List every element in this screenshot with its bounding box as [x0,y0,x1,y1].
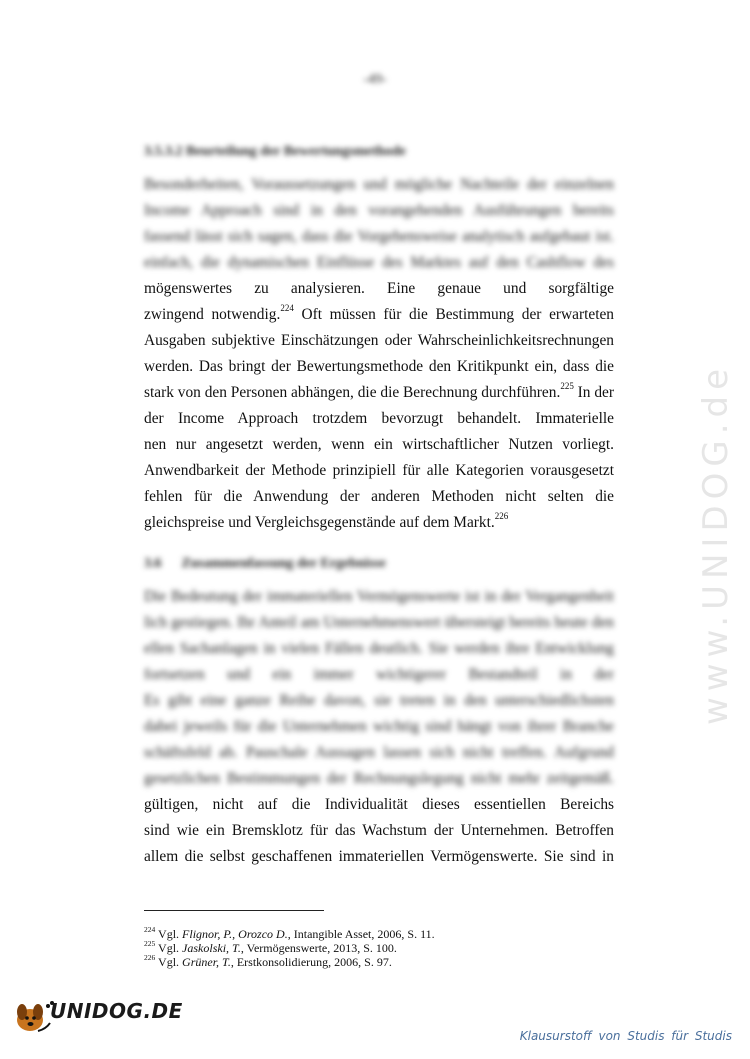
footnote-number: 225 [144,939,156,948]
line-text: mögenswertes zu analysieren. Eine genaue und sorgfältige [144,280,614,297]
footnote-ref[interactable]: 224 [280,302,294,313]
line-text: Income Approach sind in den vorangehenden Ausführungen bereits [144,202,614,219]
line-text: schäftsfeld ab. Pauschale Aussagen lassen sich nicht treffen. Aufgrund [144,744,614,761]
text-line [144,844,614,870]
line-text: Anwendbarkeit der Methode prinzipiell für alle Kategorien vorausgesetzt [144,462,614,479]
footnote-ref[interactable]: 225 [560,380,574,391]
footnote-225 [144,941,435,955]
line-text: ellen Sachanlagen in vielen Fällen deutlich. Sie werden ihre Entwicklung [144,640,614,657]
footnote-ref[interactable]: 226 [494,510,509,521]
text-line [144,662,614,688]
line-text: einfach, die dynamischen Einflüsse des Marktes auf den Cashflow des [144,254,614,271]
line-text: Es gibt eine ganze Reihe davon, sie treten in den unterschiedlichsten [144,692,614,709]
line-text: zwingend notwendig. [144,306,281,323]
text-line [144,610,614,636]
line-text: nen nur angesetzt werden, wenn ein wirtschaftlicher Nutzen vorliegt. [144,436,614,453]
text-line [144,510,614,536]
footnote-source: , Intangible Asset, 2006, S. 11. [287,927,435,941]
line-text: fassend lässt sich sagen, dass die Vorgehensweise analytisch aufgebaut ist. [144,228,614,245]
text-line [144,172,614,198]
footnote-author: Grüner, T. [182,955,231,969]
text-line [144,432,614,458]
footnotes [144,927,435,969]
footnote-author: Flignor, P., Orozco D. [182,927,288,941]
text-line [144,276,614,302]
section-title: Zusammenfassung der Ergebnisse [181,556,386,571]
section-heading-3-6 [144,556,386,572]
text-line [144,584,614,610]
footnote-number: 226 [144,953,156,962]
line-text: der Income Approach trotzdem bevorzugt behandelt. Immaterielle [144,410,614,427]
text-line [144,354,614,380]
footnote-number: 224 [144,925,156,934]
footnote-author: Jaskolski, T. [182,941,241,955]
text-line [144,250,614,276]
text-line [144,198,614,224]
line-text: fortsetzen und ein immer wichtigerer Bestandteil in der [144,666,614,683]
text-line [144,484,614,510]
line-text: Besonderheiten, Voraussetzungen und mögliche Nachteile der einzelnen [144,176,614,193]
line-text: werden. Das bringt der Bewertungsmethode den Kritikpunkt ein, dass die [144,358,614,375]
footnote-224 [144,927,435,941]
footnote-separator [144,910,324,911]
logo-text: UNIDOG.DE [50,999,183,1023]
section-number: 3.6 [144,556,162,571]
section-heading-3-5-3-2: 3.5.3.2 Beurteilung der Bewertungsmethode [144,144,406,159]
line-text: fehlen für die Anwendung der anderen Methoden nicht selten die [144,488,614,505]
text-line [144,714,614,740]
line-text: gültigen, nicht auf die Individualität dieses essentiellen Bereichs [144,796,614,813]
text-line [144,766,614,792]
line-text: lich gestiegen. Ihr Anteil am Unternehmenswert übersteigt bereits heute den [144,614,614,631]
line-text-after: Oft müssen für die Bestimmung der erwarteten [301,306,614,323]
text-line [144,688,614,714]
footnote-source: , Vermögenswerte, 2013, S. 100. [240,941,397,955]
text-line [144,406,614,432]
line-text-after: In der [577,384,614,401]
line-text: sind wie ein Bremsklotz für das Wachstum der Unternehmen. Betroffen [144,822,614,839]
paragraph-summary [144,584,614,870]
line-text: Ausgaben subjektive Einschätzungen oder Wahrscheinlichkeitsrechnungen [144,332,614,349]
page-number: -49- [363,72,387,87]
text-line [144,302,614,328]
line-text: gleichspreise und Vergleichsgegenstände auf dem Markt. [144,514,495,531]
text-line [144,380,614,406]
text-line [144,740,614,766]
line-text: Die Bedeutung der immateriellen Vermögenswerte ist in der Vergangenheit [144,588,614,605]
text-line [144,224,614,250]
footnote-prefix: Vgl. [155,955,183,969]
tagline: Klausurstoff von Studis für Studis [519,1029,732,1043]
line-text: allem die selbst geschaffenen immateriellen Vermögenswerte. Sie sind in [144,848,614,865]
footnote-prefix: Vgl. [155,927,183,941]
watermark: www.UNIDOG.de [696,362,736,725]
footnote-226 [144,955,435,969]
text-line [144,792,614,818]
line-text: stark von den Personen abhängen, die die Berechnung durchführen. [144,384,561,401]
line-text: dabei jeweils für die Unternehmen wichtig sind hängt von ihrer Branche [144,718,614,735]
text-line [144,328,614,354]
footnote-prefix: Vgl. [155,941,183,955]
text-line [144,458,614,484]
text-line [144,636,614,662]
line-text: gesetzlichen Bestimmungen der Rechnungslegung nicht mehr zeitgemäß. [144,770,614,787]
paragraph-assessment [144,172,614,536]
text-line [144,818,614,844]
footnote-source: , Erstkonsolidierung, 2006, S. 97. [230,955,392,969]
